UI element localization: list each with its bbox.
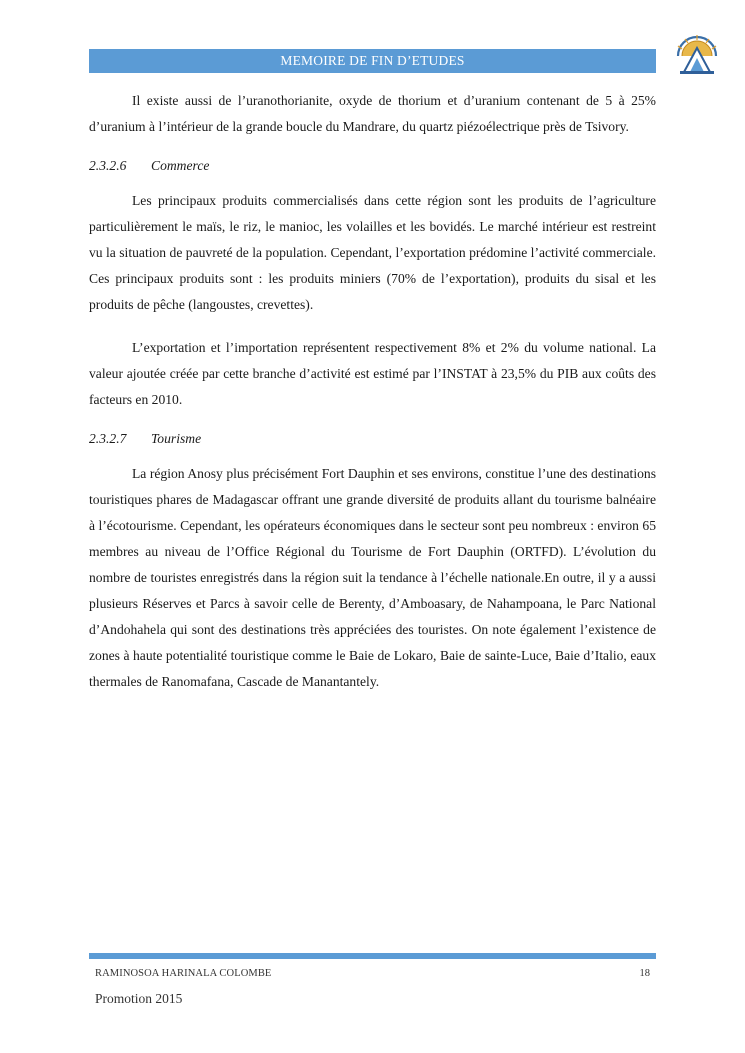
section-number: 2.3.2.7 — [89, 431, 127, 446]
commerce-paragraph-1: Les principaux produits commercialisés dans cette région sont les produits de l’agriculture particulièrement le maïs, le riz, le manioc, les volailles et les bovidés. Le marché intérieur est restreint vu la situation de pauvreté de la population. Cependant, l’exportation prédomine l’activité commerciale. Ces principaux produits sont : les produits miniers (70% de l’exportation), produits du sisal et les produits de pêche (langoustes, crevettes). — [89, 193, 656, 312]
commerce-paragraph-2: L’exportation et l’importation représentent respectivement 8% et 2% du volume national. La valeur ajoutée créée par cette branche d’activité est estimé par l’INSTAT à 23,5% du PIB aux coûts des facteurs en 2010. — [89, 340, 656, 407]
university-seal-icon — [674, 34, 720, 76]
page-number: 18 — [639, 968, 650, 979]
page-body — [89, 88, 656, 695]
document-header-banner: MEMOIRE DE FIN D’ETUDES — [89, 49, 656, 73]
tourisme-paragraph-1: La région Anosy plus précisément Fort Dauphin et ses environs, constitue l’une des destinations touristiques phares de Madagascar offrant une grande diversité de produits allant du tourisme balnéaire à l’écotourisme. Cependant, les opérateurs économiques dans le secteur sont peu nombreux : environ 65 membres au niveau de l’Office Régional du Tourisme de Fort Dauphin (ORTFD). L’évolution du nombre de touristes enregistrés dans la région suit la tendance à l’échelle nationale.En outre, il y a aussi plusieurs Réserves et Parcs à savoir celle de Berenty, d’Amboasary, de Nahampoana, le Parc National d’Andohahela qui sont des destinations très appréciées des touristes. On note également l’existence de zones à haute potentialité touristique comme le Baie de Lokaro, Baie de sainte-Luce, Baie d’Italio, eaux thermales de Ranomafana, Cascade de Manantantely. — [89, 466, 656, 689]
section-title: Tourisme — [151, 431, 202, 446]
footer-promotion: Promotion 2015 — [95, 991, 183, 1006]
footer-divider — [89, 953, 656, 959]
section-heading-tourisme — [89, 429, 656, 449]
footer-author: RAMINOSOA HARINALA COLOMBE — [95, 968, 272, 979]
section-title: Commerce — [151, 158, 210, 173]
intro-paragraph: Il existe aussi de l’uranothorianite, oxyde de thorium et d’uranium contenant de 5 à 25% d’uranium à l’intérieur de la grande boucle du Mandrare, du quartz piézoélectrique près de Tsivory. — [89, 93, 656, 134]
section-number: 2.3.2.6 — [89, 158, 127, 173]
section-heading-commerce — [89, 156, 656, 176]
